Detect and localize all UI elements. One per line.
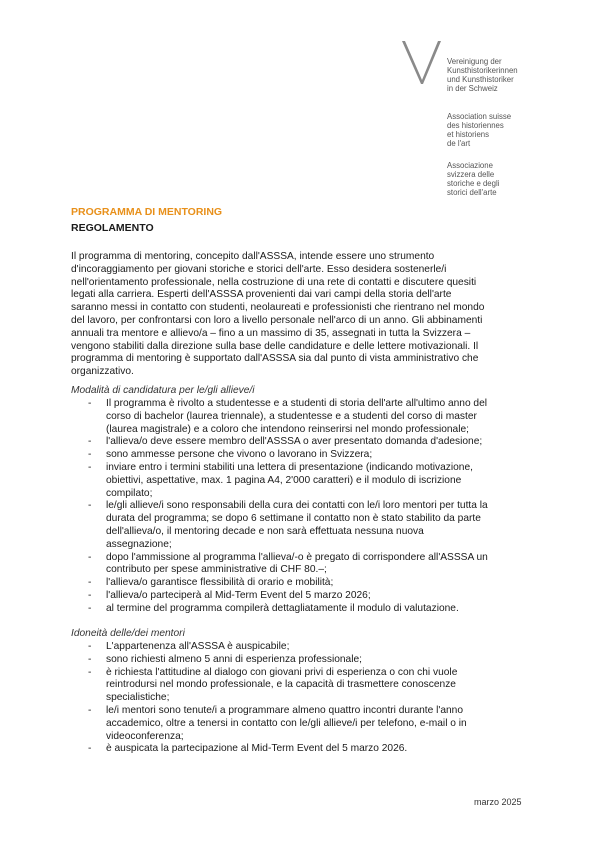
list-item-line: l'allieva/o deve essere membro dell'ASSSA o aver presentato domanda d'adesione; bbox=[106, 436, 483, 448]
list-dash: - bbox=[88, 743, 92, 755]
list-item bbox=[88, 654, 528, 667]
list-item-line: durata del programma; se dopo 6 settimane il contatto non è stato stabilito da parte bbox=[106, 513, 481, 525]
list-item bbox=[88, 667, 528, 705]
list-dash: - bbox=[88, 577, 92, 589]
list-item bbox=[88, 743, 528, 756]
list-idoneita bbox=[88, 641, 528, 756]
list-dash: - bbox=[88, 461, 92, 473]
list-item bbox=[88, 641, 528, 654]
list-item-line: dell'allieva/o, il mentoring decade e non sarà effettuata nessuna nuova bbox=[106, 525, 424, 537]
list-item-line: reintrodursi nel mondo professionale, e la capacità di trasmettere conoscenze bbox=[106, 679, 456, 691]
intro-line: Il programma di mentoring, concepito dall'ASSSA, intende essere uno strumento bbox=[71, 251, 435, 262]
list-item-line: è auspicata la partecipazione al Mid-Term Event del 5 marzo 2026. bbox=[106, 743, 408, 755]
intro-line: organizzativo. bbox=[71, 366, 134, 378]
list-item-line: L'appartenenza all'ASSSA è auspicabile; bbox=[106, 641, 290, 652]
list-dash: - bbox=[88, 641, 92, 652]
logo-line: Association suisse bbox=[447, 112, 512, 121]
list-item-line: sono richiesti almeno 5 anni di esperienza professionale; bbox=[106, 653, 362, 665]
intro-line: vengono stabiliti dalla direzione sulla base delle candidature e delle lettere motivazionali. Il bbox=[71, 340, 479, 352]
list-dash: - bbox=[88, 653, 92, 665]
logo-line: storici dell'arte bbox=[447, 188, 497, 198]
intro-line: nell'orientamento professionale, nella costruzione di una rete di contatti e discutere quesiti bbox=[71, 276, 477, 288]
list-candidatura bbox=[88, 398, 528, 616]
logo-line: und Kunsthistoriker bbox=[447, 75, 514, 85]
section-title-candidatura: Modalità di candidatura per le/gli allieve/i bbox=[71, 385, 255, 396]
list-dash: - bbox=[88, 436, 92, 448]
list-item-line: è richiesta l'attitudine al dialogo con giovani privi di esperienza o con chi vuole bbox=[106, 666, 458, 678]
logo-line: Associazione bbox=[447, 161, 493, 170]
logo-line: et historiens bbox=[447, 130, 490, 140]
list-item-line: al termine del programma compilerà dettagliatamente il modulo di valutazione. bbox=[106, 602, 459, 614]
logo-block-fr bbox=[447, 112, 511, 148]
list-item bbox=[88, 500, 528, 551]
list-item bbox=[88, 705, 528, 743]
intro-line: legati alla carriera. Esperti dell'ASSSA provenienti dai vari campi della storia dell'arte bbox=[71, 289, 452, 301]
intro-line: saranno messi in contatto con studenti, neolaureati e professionisti che rientrano nel mondo bbox=[71, 302, 485, 314]
logo-line: des historiennes bbox=[447, 121, 504, 131]
list-item-line: corso di bachelor (laurea triennale), a studentesse e a studenti del corso di master bbox=[106, 410, 477, 422]
list-dash: - bbox=[88, 589, 92, 601]
list-dash: - bbox=[88, 602, 92, 614]
logo-block-it bbox=[447, 161, 499, 197]
list-item bbox=[88, 436, 528, 449]
v-logo-icon bbox=[401, 40, 443, 84]
intro-paragraph bbox=[71, 251, 531, 379]
intro-line: del lavoro, per confrontarsi con loro a livello personale nell'arco di un anno. Gli abbinamenti bbox=[71, 314, 483, 326]
list-item-line: l'allieva/o parteciperà al Mid-Term Event del 5 marzo 2026; bbox=[106, 589, 371, 601]
list-item bbox=[88, 449, 528, 462]
list-item-line: specialistiche; bbox=[106, 692, 170, 704]
intro-line: d'incoraggiamento per giovani storiche e storici dell'arte. Esso desidera sostenerle/i bbox=[71, 263, 447, 275]
list-item-line: (laurea magistrale) e a coloro che intendono reinserirsi nel mondo professionale; bbox=[106, 423, 469, 435]
list-dash: - bbox=[88, 551, 92, 563]
logo-line: de l'art bbox=[447, 139, 471, 149]
list-item-line: accademico, oltre a tenersi in contatto con le/gli allieve/i per telefono, e-mail o in bbox=[106, 717, 467, 729]
intro-line: programma di mentoring è supportato dall'ASSSA sia dal punto di vista amministrativo che bbox=[71, 353, 479, 365]
list-item-line: inviare entro i termini stabiliti una lettera di presentazione (indicando motivazione, bbox=[106, 461, 473, 473]
list-item-line: le/i mentori sono tenute/i a programmare almeno quattro incontri durante l'anno bbox=[106, 704, 464, 716]
list-item-line: sono ammesse persone che vivono o lavorano in Svizzera; bbox=[106, 449, 373, 461]
list-item-line: videoconferenza; bbox=[106, 730, 184, 742]
list-dash: - bbox=[88, 500, 92, 512]
list-item bbox=[88, 398, 528, 436]
list-item-line: obiettivi, aspettative, max. 1 pagina A4, 2'000 caratteri) e il modulo di iscrizione bbox=[106, 474, 462, 486]
logo-line: Kunsthistorikerinnen bbox=[447, 66, 518, 76]
list-item-line: compilato; bbox=[106, 487, 153, 499]
page-title: PROGRAMMA DI MENTORING bbox=[71, 206, 223, 218]
list-item-line: dopo l'ammissione al programma l'allieva/-o è pregato di corrispondere all'ASSSA un bbox=[106, 551, 488, 563]
list-dash: - bbox=[88, 666, 92, 678]
list-item-line: le/gli allieve/i sono responsabili della cura dei contatti con le/i loro mentori per tutta la bbox=[106, 500, 488, 512]
list-item-line: contributo per spese amministrative di CHF 80.–; bbox=[106, 564, 327, 576]
list-item bbox=[88, 590, 528, 603]
list-item-line: l'allieva/o garantisce flessibilità di orario e mobilità; bbox=[106, 577, 334, 589]
footer-date: marzo 2025 bbox=[474, 797, 522, 807]
logo-line: Vereinigung der bbox=[447, 57, 502, 66]
list-dash: - bbox=[88, 398, 92, 409]
list-item bbox=[88, 577, 528, 590]
list-dash: - bbox=[88, 449, 92, 461]
list-item-line: assegnazione; bbox=[106, 538, 172, 550]
page-subtitle: REGOLAMENTO bbox=[71, 222, 154, 234]
logo-block-de bbox=[447, 57, 518, 93]
logo-line: svizzera delle bbox=[447, 170, 495, 180]
list-item bbox=[88, 552, 528, 578]
list-item-line: Il programma è rivolto a studentesse e a studenti di storia dell'arte all'ultimo anno del bbox=[106, 398, 488, 409]
section-title-idoneita: Idoneità delle/dei mentori bbox=[71, 628, 185, 639]
list-item bbox=[88, 462, 528, 500]
list-item bbox=[88, 603, 528, 616]
logo-line: in der Schweiz bbox=[447, 84, 498, 94]
intro-line: annuali tra mentore e allievo/a – fino a un massimo di 35, assegnati in tutta la Svizzera – bbox=[71, 327, 471, 339]
logo-line: storiche e degli bbox=[447, 179, 500, 189]
list-dash: - bbox=[88, 704, 92, 716]
